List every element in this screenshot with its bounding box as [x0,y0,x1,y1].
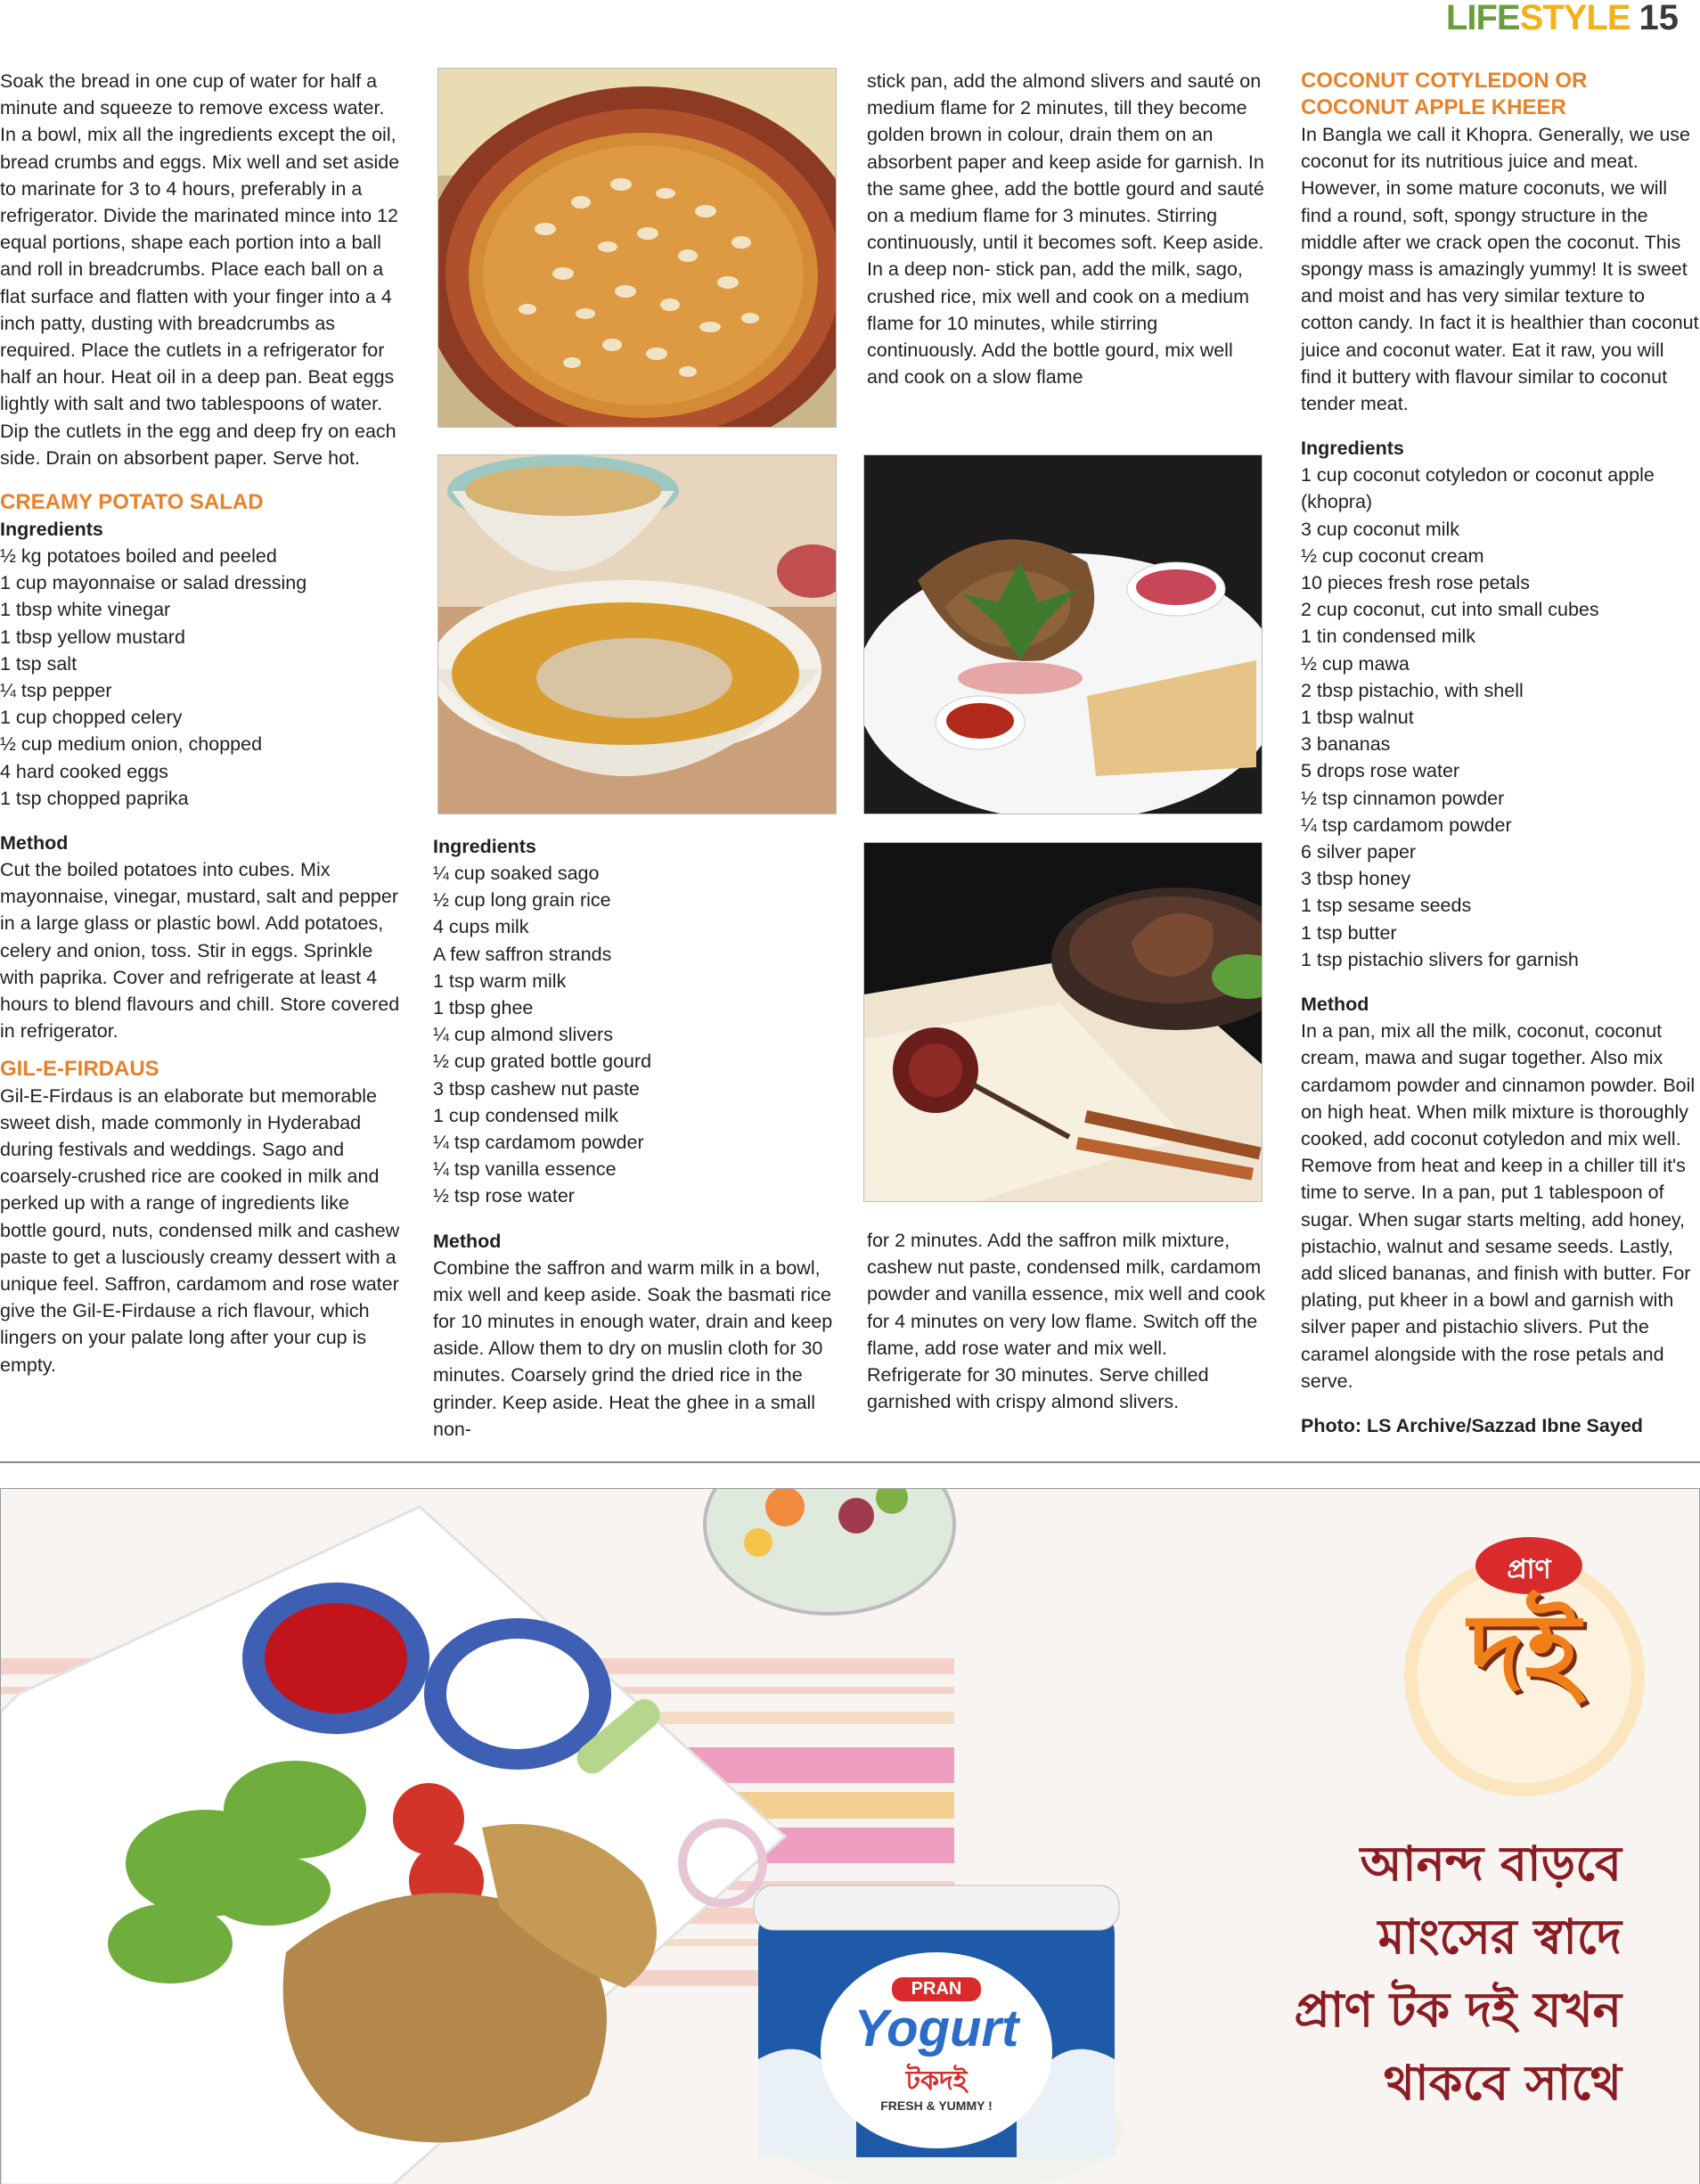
slogan-line: থাকবে সাথে [1384,2054,1622,2111]
list-item: 3 bananas [1301,733,1391,756]
column-3-top [867,68,1266,390]
list-item: ½ tsp cinnamon powder [1301,787,1505,809]
tub-bangla: টকদই [905,2065,968,2097]
list-item: ¼ tsp cardamom powder [1301,814,1512,836]
firdaus-method-part2: stick pan, add the almond slivers and sauté on medium flame for 2 minutes, till they become golden brown in colour, drain them on an absorbent paper and keep aside for garnish. In the same ghee, add the bottle gourd and sauté on a medium flame for 3 minutes. Stirring continuously, until it becomes soft. Keep aside. In a deep non- stick pan, add the milk, sago, crushed rice, mix well and cook on a medium flame for 10 minutes, while stirring continuously. Add the bottle gourd, mix well and cook on a slow flame [867,70,1264,389]
column-4 [1301,68,1700,1439]
photo-credit: Photo: LS Archive/Sazzad Ibne Sayed [1301,1414,1643,1436]
list-item: 1 tbsp ghee [433,997,534,1019]
photo-kebab-platter [863,454,1263,814]
list-item: 2 tbsp pistachio, with shell [1301,679,1524,701]
list-item: 6 silver paper [1301,841,1417,863]
kheer-ingredients-list [1301,462,1700,973]
list-item: 1 tsp warm milk [433,969,567,992]
firdaus-method-label: Method [433,1230,502,1252]
list-item: A few saffron strands [433,943,612,965]
firdaus-ingredients-label: Ingredients [433,836,536,857]
list-item: ¼ cup almond slivers [433,1024,613,1046]
kheer-title-line2: COCONUT APPLE KHEER [1301,95,1566,119]
list-item: 3 tbsp cashew nut paste [433,1077,640,1100]
kheer-title-line1: COCONUT COTYLEDON OR [1301,69,1588,93]
ad-logo-big: দই [1468,1591,1581,1715]
kheer-method-label: Method [1301,994,1369,1016]
photo-roast-rose [863,842,1263,1202]
list-item: 10 pieces fresh rose petals [1301,572,1530,594]
potato-salad-ingredients-list [0,543,401,812]
list-item: 3 cup coconut milk [1301,518,1460,540]
list-item: 1 cup mayonnaise or salad dressing [0,572,307,594]
list-item: 1 tsp butter [1301,921,1397,944]
list-item: ½ tsp rose water [433,1185,575,1207]
list-item: ¼ tsp pepper [0,680,112,702]
ad-logo-small: প্রাণ [1507,1554,1551,1585]
potato-salad-method: Cut the boiled potatoes into cubes. Mix mayonnaise, vinegar, mustard, salt and pepper in a large glass or plastic bowl. Add potatoes, celery and onion, toss. Stir in eggs. Sprinkle with paprika. Cover and refrigerate at least 4 hours to blend flavours and chill. Store covered in refrigerator. [0,859,400,1043]
list-item: 1 tsp salt [0,652,78,675]
list-item: 1 tsp sesame seeds [1301,895,1472,917]
kheer-ingredients-label: Ingredients [1301,438,1404,460]
firdaus-ingredients-list [433,860,841,1210]
list-item: 1 tbsp yellow mustard [0,626,185,648]
list-item: ¼ cup soaked sago [433,863,600,884]
column-2 [433,833,841,1443]
list-item: 4 hard cooked eggs [0,760,168,782]
slogan-line: প্রাণ টক দই যখন [1294,1981,1622,2038]
gil-e-firdaus-title: GIL-E-FIRDAUS [0,1056,159,1081]
list-item: 1 tbsp walnut [1301,707,1414,729]
list-item: 4 cups milk [433,916,529,938]
slogan-line: মাংসের স্বাদে [1377,1908,1622,1965]
kheer-method: In a pan, mix all the milk, coconut, coconut cream, mawa and sugar together. Also mix cardamom powder and cinnamon powder. Boil on high heat. When milk mixture is thoroughly cooked, add coconut cotyledon and mix well. Remove from heat and keep in a chiller till it's time to serve. In a pan, put 1 tablespoon of sugar. When sugar starts melting, add honey, pistachio, walnut and sesame seeds. Lastly, add sliced bananas, and finish with butter. For plating, put kheer in a bowl and garnish with silver paper and pistachio slivers. Put the caramel alongside with the rose petals and serve. [1301,1020,1696,1392]
tub-tagline: FRESH & YUMMY ! [880,2098,993,2113]
list-item: 2 cup coconut, cut into small cubes [1301,599,1599,621]
list-item: 1 tsp pistachio slivers for garnish [1301,948,1579,970]
list-item: 1 tbsp white vinegar [0,599,171,621]
photo-gil-e-firdaus-pot [437,68,837,428]
potato-salad-method-label: Method [0,832,69,855]
list-item: 5 drops rose water [1301,760,1460,782]
list-item: ½ cup long grain rice [433,889,611,912]
slogan-line: আনন্দ বাড়বে [1360,1835,1622,1892]
list-item: 1 cup chopped celery [0,707,183,729]
section-divider [0,1461,1700,1463]
page-header [1446,0,1679,36]
list-item: 1 tin condensed milk [1301,626,1475,648]
column-3-bottom [867,1227,1266,1415]
list-item: ½ kg potatoes boiled and peeled [0,545,277,568]
potato-salad-title: CREAMY POTATO SALAD [0,490,264,515]
list-item: ¼ tsp vanilla essence [433,1158,617,1181]
section-brand-logo [1446,0,1631,36]
column-1 [0,68,401,1378]
list-item: ½ cup grated bottle gourd [433,1051,652,1073]
list-item: ¼ tsp cardamom powder [433,1132,644,1154]
list-item: ½ cup medium onion, chopped [0,733,263,756]
ad-slogan [1295,1827,1622,2119]
brand-part-life: LIFE [1445,0,1520,37]
list-item: 1 cup coconut cotyledon or coconut apple (khopra) [1301,464,1655,513]
list-item: ½ cup mawa [1301,652,1410,675]
photo-bowls-curry [437,454,837,814]
tub-brand: PRAN [892,1977,981,2001]
page-number: 15 [1639,0,1679,37]
kheer-intro: In Bangla we call it Khopra. Generally, we use coconut for its nutritious juice and meat. However, in some mature coconuts, we will find a round, soft, spongy structure in the middle after we crack open the coconut. This spongy mass is amazingly yummy! It is sweet and moist and has very similar texture to cotton candy. In fact it is healthier than coconut juice and coconut water. Eat it raw, you will find it buttery with flavour similar to coconut tender meat. [1301,124,1699,415]
list-item: 1 cup condensed milk [433,1104,618,1126]
firdaus-method-part3: for 2 minutes. Add the saffron milk mixture, cashew nut paste, condensed milk, cardamom powder and vanilla essence, mix well and cook for 4 minutes on very low flame. Switch off the flame, add rose water and mix well. Refrigerate for 30 minutes. Serve chilled garnished with crispy almond slivers. [867,1230,1265,1413]
gil-e-firdaus-intro: Gil-E-Firdaus is an elaborate but memorable sweet dish, made commonly in Hyderabad during festivals and weddings. Sago and coarsely-crushed rice are cooked in milk and perked up with a range of ingredients like bottle gourd, nuts, condensed milk and cashew paste to get a lusciously creamy dessert with a unique feel. Saffron, cardamom and rose water give the Gil-E-Firdause a rich flavour, which lingers on your palate long after your cup is empty. [0,1084,400,1376]
tub-product: Yogurt [854,2000,1019,2057]
cutlet-method-continued: Soak the bread in one cup of water for half a minute and squeeze to remove excess water. In a bowl, mix all the ingredients except the oil, bread crumbs and eggs. Mix well and set aside to marinate for 3 to 4 hours, preferably in a refrigerator. Divide the marinated mince into 12 equal portions, shape each portion into a ball and roll in breadcrumbs. Place each ball on a flat surface and flatten with your finger into a 4 inch patty, dusting with breadcrumbs as required. Place the cutlets in a refrigerator for half an hour. Heat oil in a deep pan. Beat eggs lightly with salt and two tablespoons of water. Dip the cutlets in the egg and deep fry on each side. Drain on absorbent paper. Serve hot. [0,70,400,469]
potato-salad-ingredients-label: Ingredients [0,519,103,541]
list-item: 1 tsp chopped paprika [0,787,189,809]
list-item: ½ cup coconut cream [1301,544,1484,567]
brand-part-style: STYLE [1519,0,1631,37]
firdaus-method-part1: Combine the saffron and warm milk in a bowl, mix well and keep aside. Soak the basmati rice for 10 minutes in enough water, drain and keep aside. Allow them to dry on muslin cloth for 30 minutes. Coarsely grind the dried rice in the grinder. Keep aside. Heat the ghee in a small non- [433,1256,833,1440]
list-item: 3 tbsp honey [1301,868,1411,890]
